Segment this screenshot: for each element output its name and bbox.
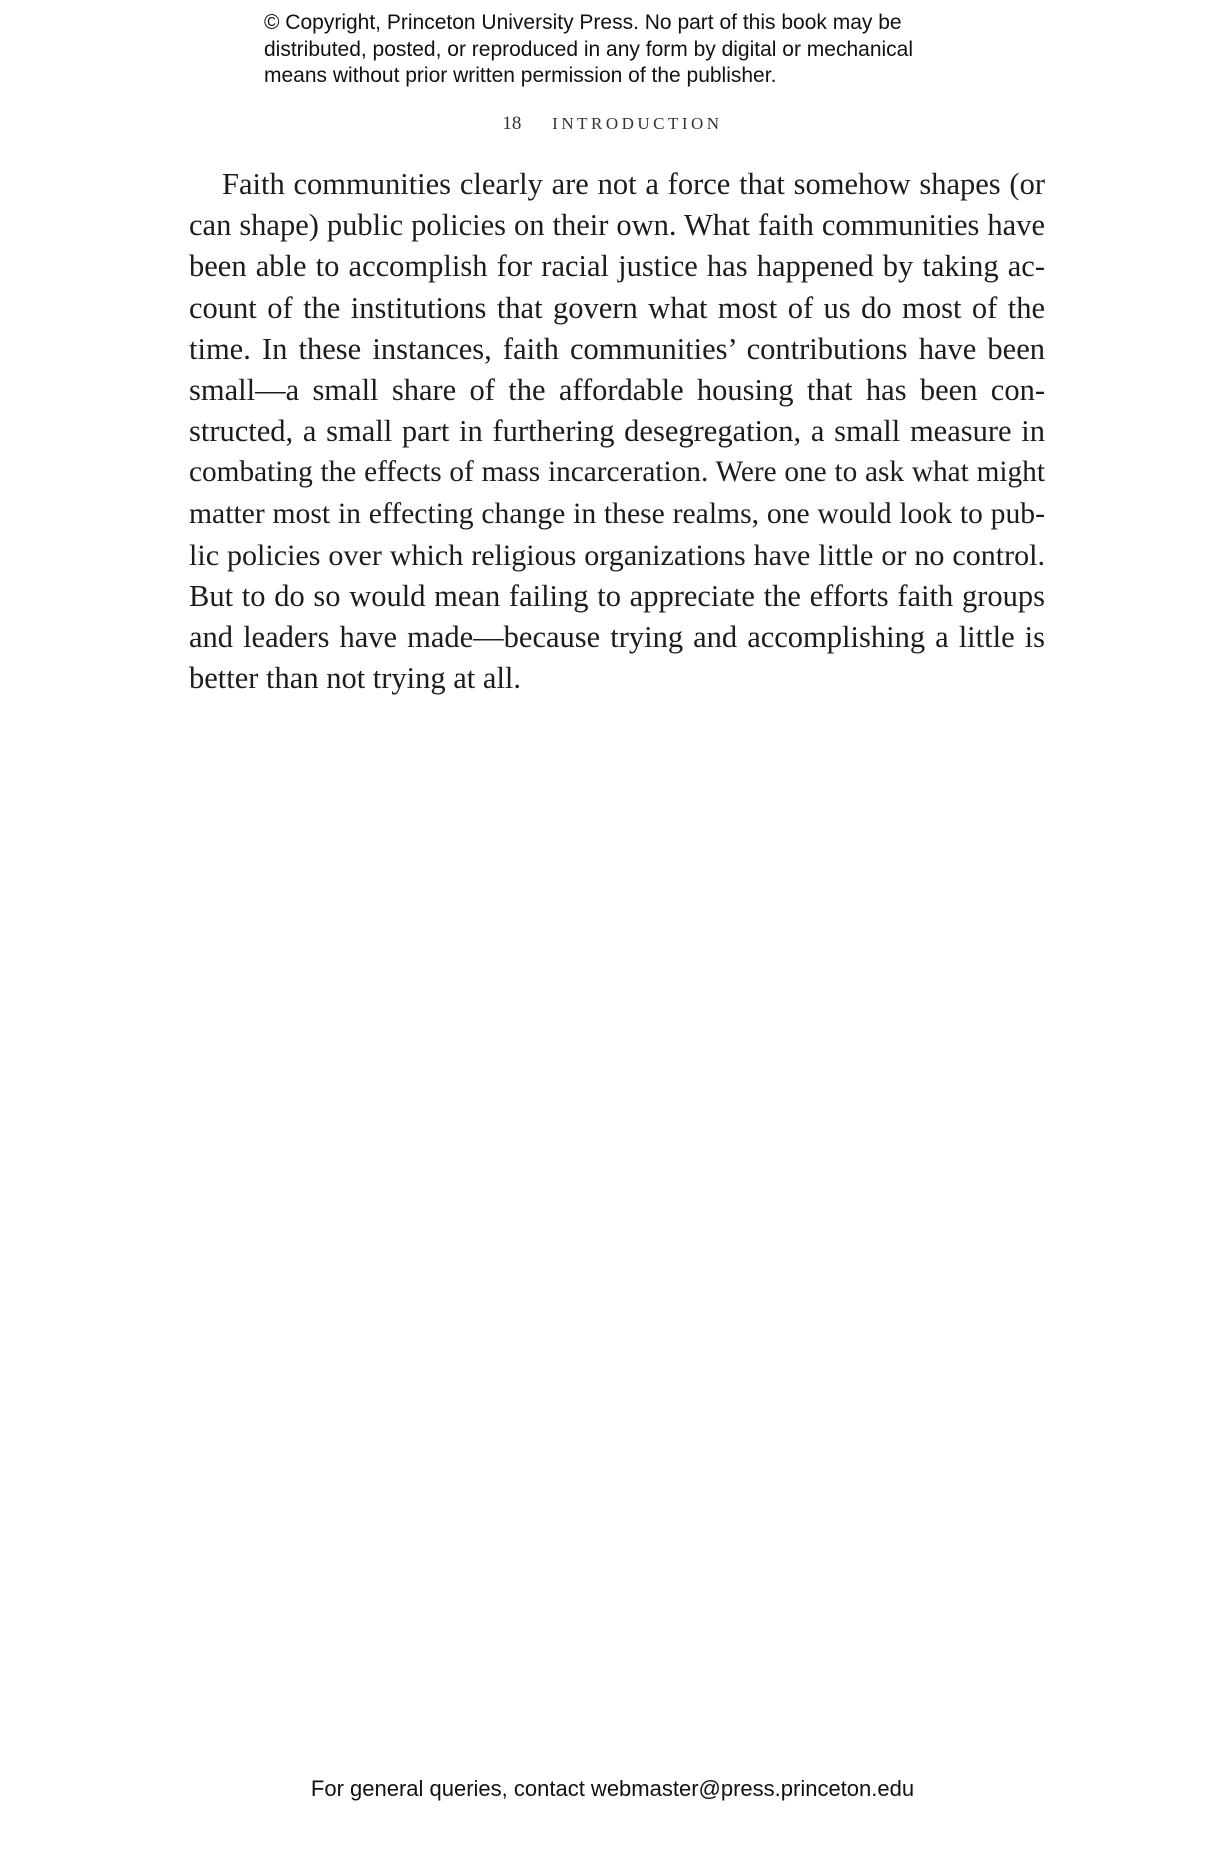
text-line: small—a small share of the affordable housing that has been con- bbox=[189, 372, 1045, 407]
text-line: time. In these instances, faith communities’ contributions have been bbox=[189, 331, 1045, 366]
page-number: 18 bbox=[502, 113, 522, 134]
running-head bbox=[0, 113, 1225, 135]
copyright-line: means without prior written permission of the publisher. bbox=[264, 64, 777, 87]
text-line: Faith communities clearly are not a force that somehow shapes (or bbox=[222, 167, 1045, 201]
footer-contact: For general queries, contact webmaster@press.princeton.edu bbox=[310, 1776, 915, 1801]
copyright-line: © Copyright, Princeton University Press. No part of this book may be bbox=[264, 11, 902, 34]
text-line: count of the institutions that govern what most of us do most of the bbox=[189, 290, 1045, 325]
copyright-line: distributed, posted, or reproduced in any form by digital or mechanical bbox=[264, 37, 914, 61]
chapter-title: INTRODUCTION bbox=[552, 114, 723, 133]
text-line: lic policies over which religious organizations have little or no control. bbox=[189, 537, 1045, 572]
text-line: structed, a small part in furthering desegregation, a small measure in bbox=[189, 414, 1045, 449]
text-line: better than not trying at all. bbox=[189, 661, 522, 696]
copyright-notice bbox=[264, 10, 1024, 90]
text-line: combating the effects of mass incarceration. Were one to ask what might bbox=[189, 456, 1045, 489]
body-paragraph bbox=[189, 164, 1045, 699]
text-line: But to do so would mean failing to appreciate the efforts faith groups bbox=[189, 578, 1045, 613]
text-line: matter most in effecting change in these realms, one would look to pub- bbox=[189, 497, 1045, 530]
text-line: can shape) public policies on their own. What faith communities have bbox=[189, 208, 1045, 243]
text-line: been able to accomplish for racial justice has happened by taking ac- bbox=[189, 249, 1045, 284]
text-line: and leaders have made—because trying and accomplishing a little is bbox=[189, 620, 1045, 655]
